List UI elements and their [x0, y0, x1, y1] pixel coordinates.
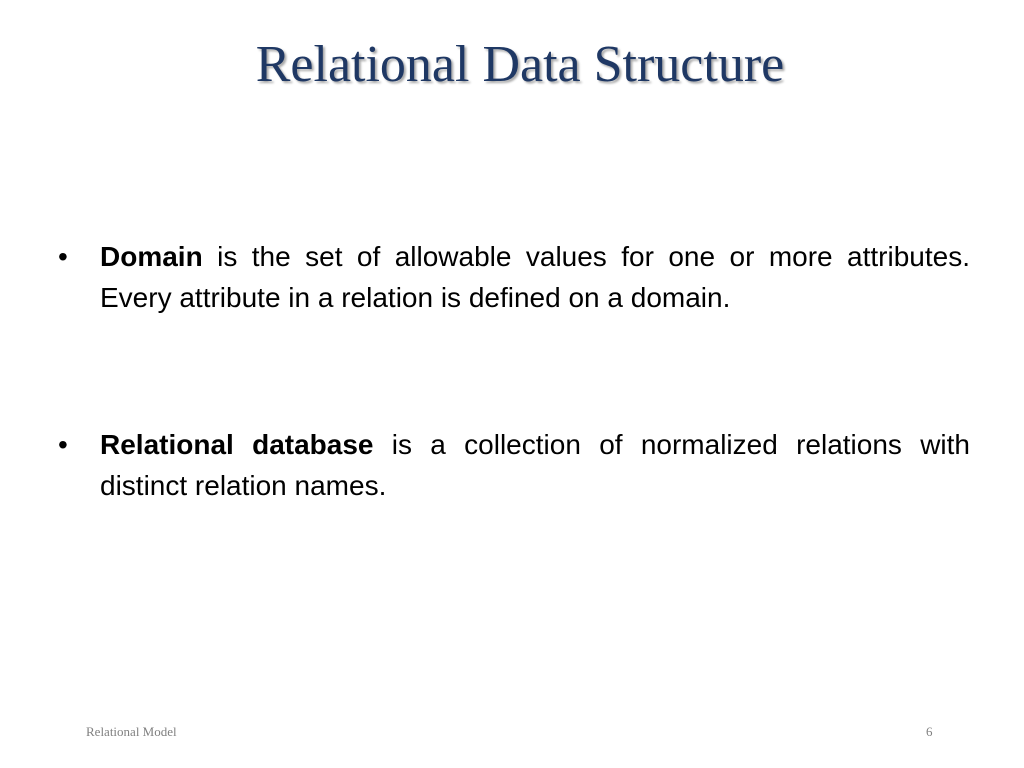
bullet-marker: • [58, 241, 68, 272]
bullet-marker: • [58, 429, 68, 460]
bullet-text: is the set of allowable values for one or more attributes. Every attribute in a relation is defined on a domain. [100, 241, 970, 313]
bullet-term: Relational database [100, 429, 374, 460]
slide-title: Relational Data Structure [255, 36, 785, 93]
footer-label: Relational Model [86, 724, 177, 739]
bullet-term: Domain [100, 241, 203, 272]
bullet-list [58, 236, 970, 506]
page-number: 6 [926, 724, 933, 739]
bullet-item-domain [58, 236, 970, 318]
bullet-text: is a collection of normalized relations with distinct relation names. [100, 429, 970, 501]
bullet-item-relational-database [58, 424, 970, 506]
